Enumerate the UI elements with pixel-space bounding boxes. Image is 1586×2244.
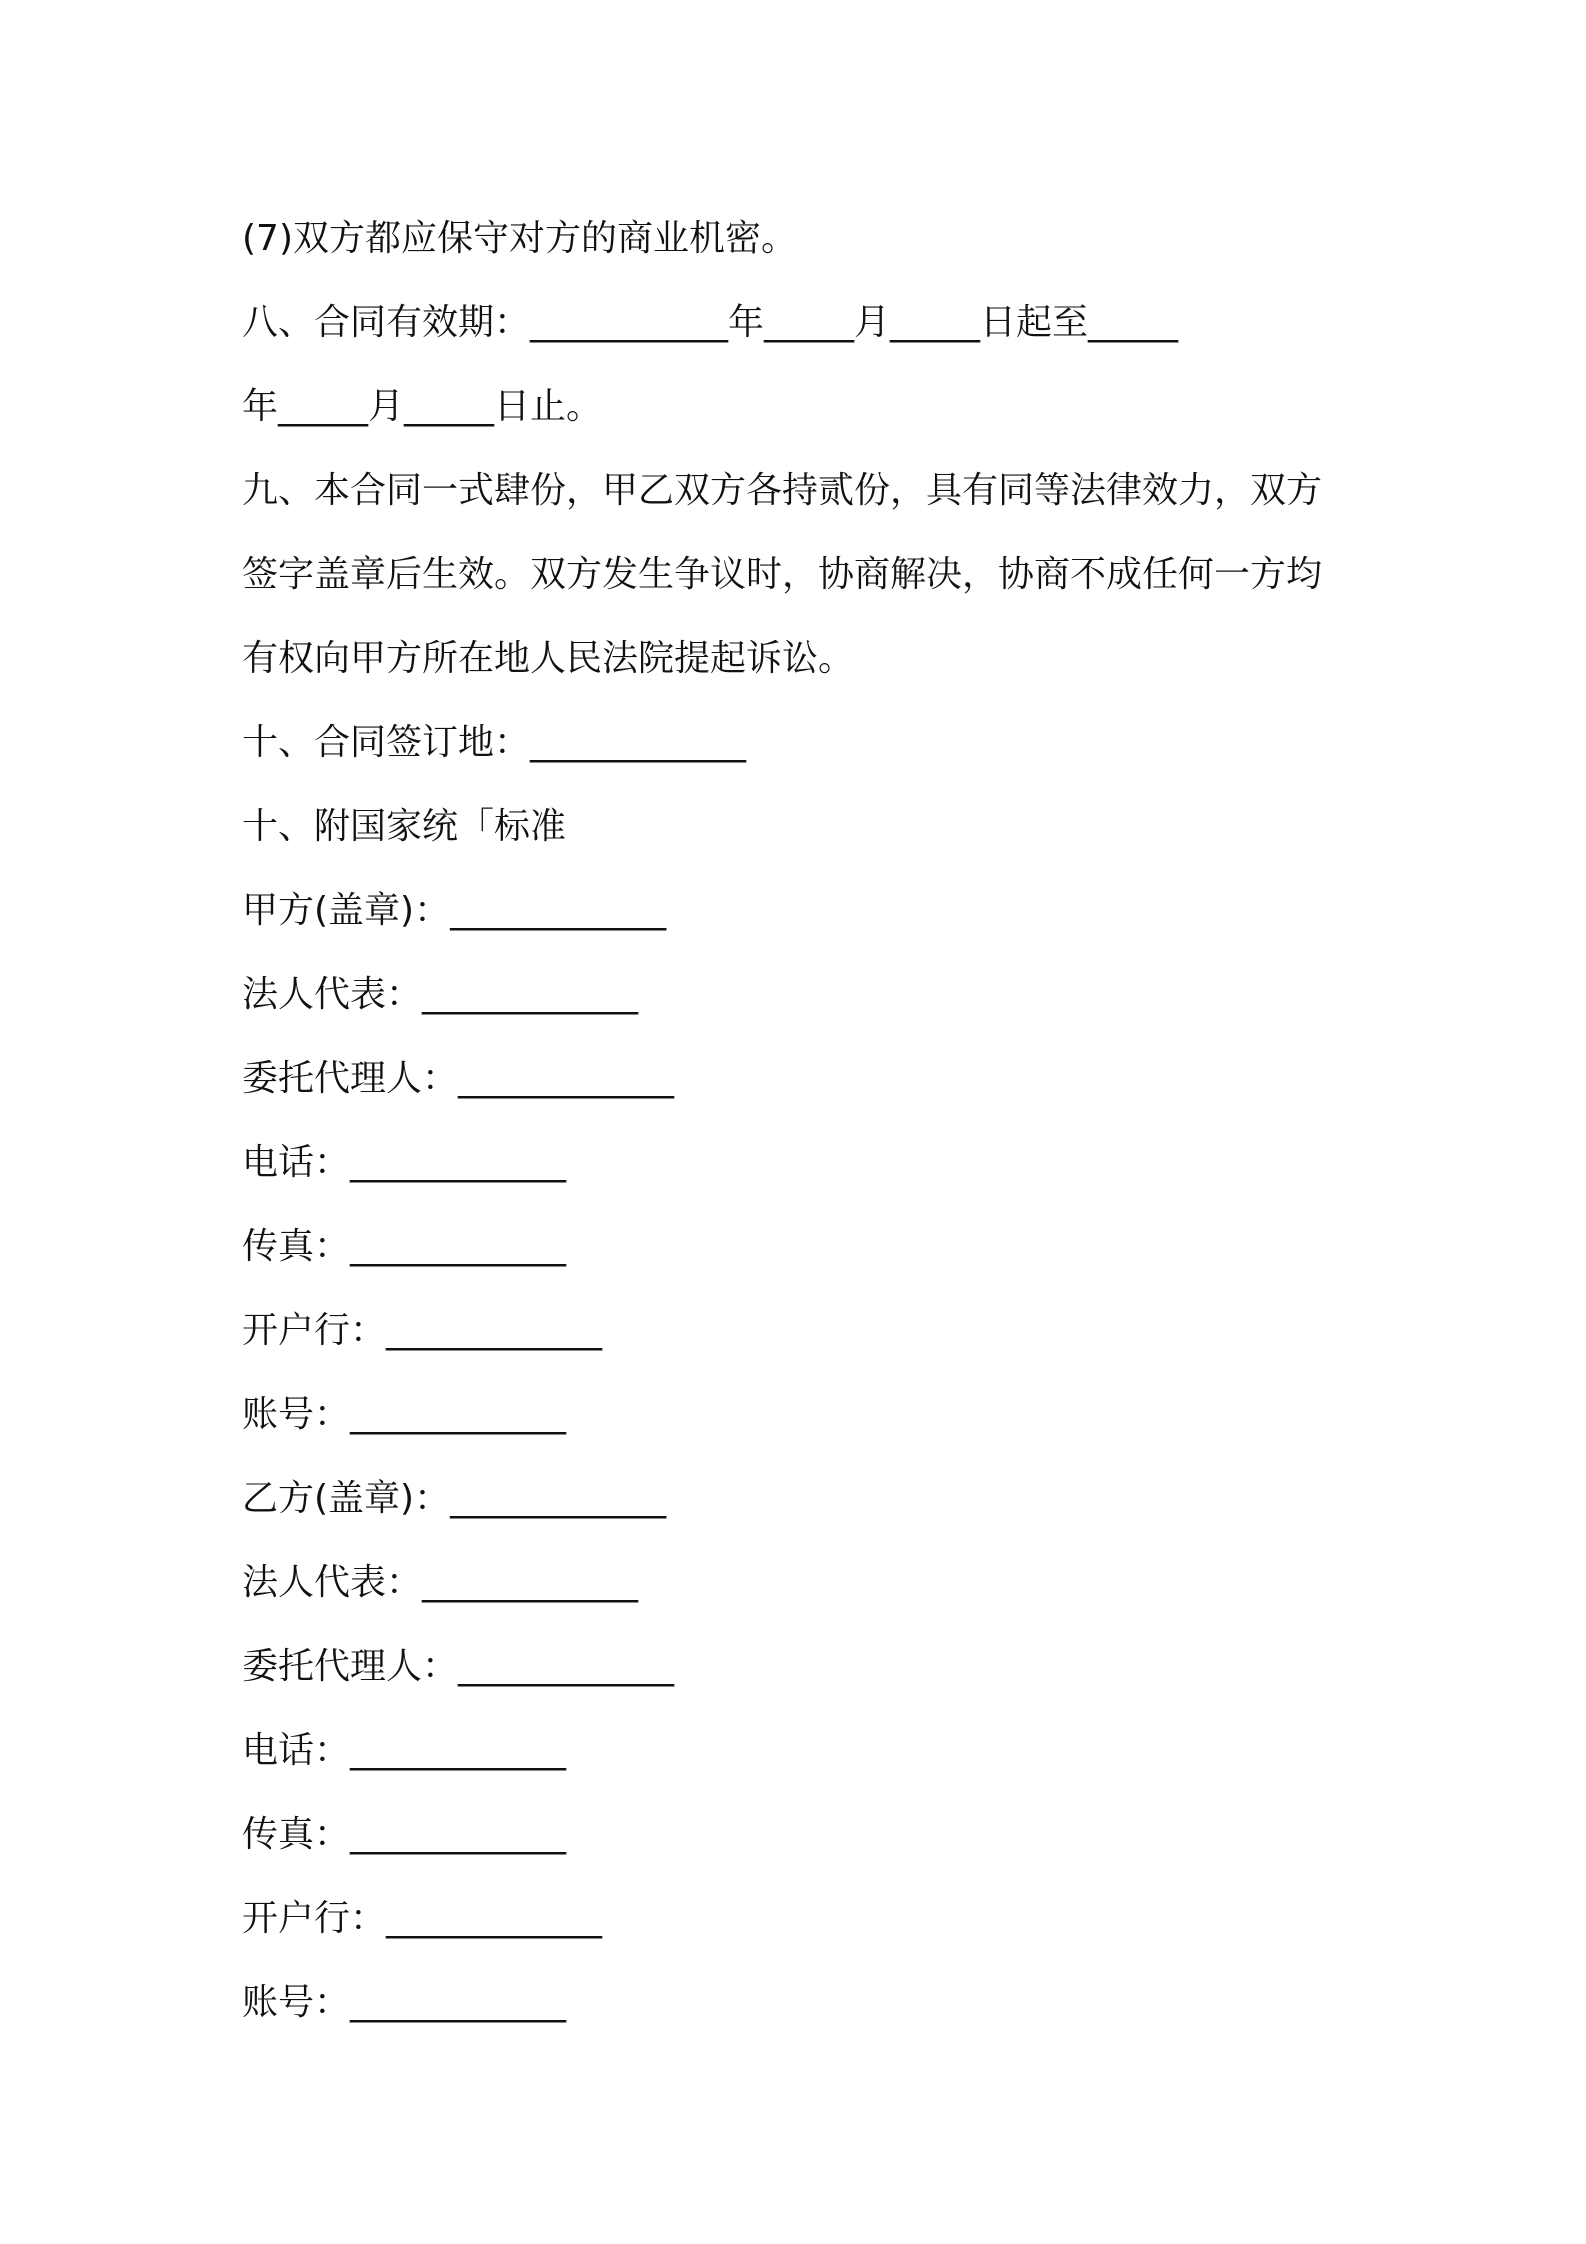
party-b-account: [242, 1961, 1362, 2045]
party-b-seal-text: 乙方(盖章)：____________: [242, 1478, 667, 1519]
clause-signing-place: [242, 701, 1362, 785]
party-b-fax-text: 传真：____________: [242, 1814, 567, 1855]
party-a-legal-rep: [242, 953, 1362, 1037]
party-b-legal-rep-text: 法人代表：____________: [242, 1562, 639, 1603]
clause-copies-cont: [242, 533, 1362, 617]
clause-copies-cont2: [242, 617, 1362, 701]
party-a-fax-text: 传真：____________: [242, 1226, 567, 1267]
clause-copies-text: 九、本合同一式肆份，甲乙双方各持贰份，具有同等法律效力，双方: [242, 470, 1323, 511]
clause-validity-period-end: [242, 365, 1362, 449]
party-a-bank-text: 开户行：____________: [242, 1310, 603, 1351]
clause-copies: [242, 449, 1362, 533]
party-a-fax: [242, 1205, 1362, 1289]
clause-validity-period: [242, 281, 1362, 365]
party-b-agent-text: 委托代理人：____________: [242, 1646, 675, 1687]
party-b-seal: [242, 1457, 1362, 1541]
party-b-account-text: 账号：____________: [242, 1982, 567, 2023]
party-a-seal-text: 甲方(盖章)：____________: [242, 890, 667, 931]
clause-signing-place-text: 十、合同签订地：____________: [242, 722, 747, 763]
party-a-phone-text: 电话：____________: [242, 1142, 567, 1183]
clause-confidentiality: [242, 197, 1362, 281]
clause-national-standard: [242, 785, 1362, 869]
party-b-bank: [242, 1877, 1362, 1961]
party-b-phone: [242, 1709, 1362, 1793]
party-a-bank: [242, 1289, 1362, 1373]
document-body: [242, 197, 1362, 2045]
party-b-phone-text: 电话：____________: [242, 1730, 567, 1771]
party-a-agent-text: 委托代理人：____________: [242, 1058, 675, 1099]
clause-copies-cont2-text: 有权向甲方所在地人民法院提起诉讼。: [242, 638, 855, 679]
party-a-agent: [242, 1037, 1362, 1121]
party-b-fax: [242, 1793, 1362, 1877]
clause-national-standard-text: 十、附国家统「标准: [242, 806, 567, 847]
party-a-account: [242, 1373, 1362, 1457]
party-a-phone: [242, 1121, 1362, 1205]
clause-confidentiality-text: (7)双方都应保守对方的商业机密。: [242, 218, 797, 259]
party-b-legal-rep: [242, 1541, 1362, 1625]
party-a-seal: [242, 869, 1362, 953]
party-a-account-text: 账号：____________: [242, 1394, 567, 1435]
party-b-bank-text: 开户行：____________: [242, 1898, 603, 1939]
party-b-agent: [242, 1625, 1362, 1709]
clause-validity-period-text: 八、合同有效期：___________年_____月_____日起至_____: [242, 302, 1179, 343]
clause-validity-period-end-text: 年_____月_____日止。: [242, 386, 603, 427]
party-a-legal-rep-text: 法人代表：____________: [242, 974, 639, 1015]
clause-copies-cont-text: 签字盖章后生效。双方发生争议时，协商解决，协商不成任何一方均: [242, 554, 1323, 595]
